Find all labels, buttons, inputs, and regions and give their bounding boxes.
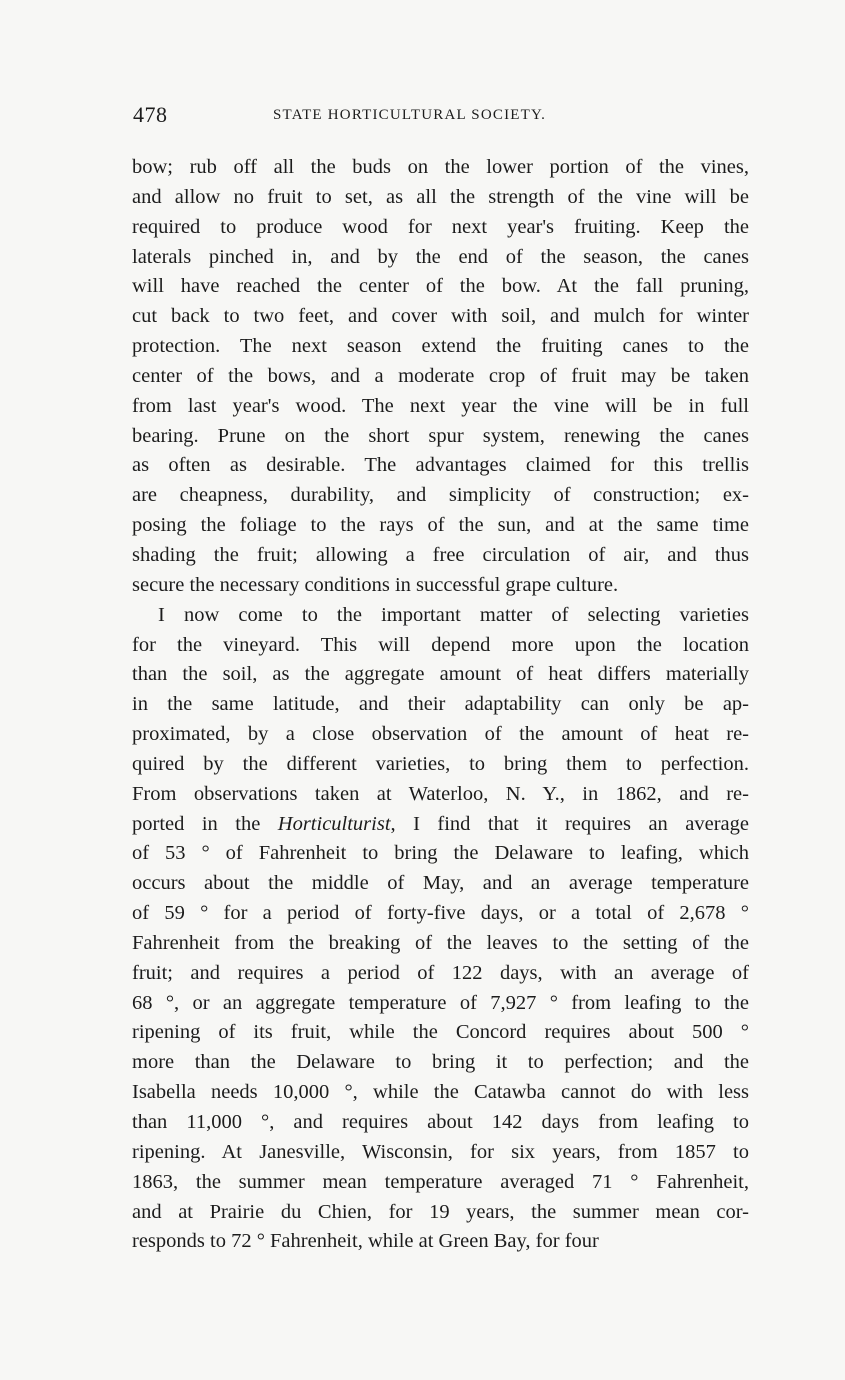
text-line: for the vineyard. This will depend more upon the location [132, 633, 749, 656]
text-line: Fahrenheit from the breaking of the leaves to the setting of the [132, 931, 749, 954]
text-line: Isabella needs 10,000 °, while the Catawba cannot do with less [132, 1081, 749, 1104]
text-line: and allow no fruit to set, as all the strength of the vine will be [132, 185, 749, 208]
text-line: occurs about the middle of May, and an average temperature [132, 872, 749, 895]
text-line: than 11,000 °, and requires about 142 days from leafing to [132, 1111, 749, 1133]
running-head: STATE HORTICULTURAL SOCIETY. [273, 107, 547, 123]
text-line: cut back to two feet, and cover with soil, and mulch for winter [132, 305, 749, 328]
paragraph [132, 153, 749, 601]
text-line: 68 °, or an aggregate temperature of 7,927 ° from leafing to the [132, 991, 749, 1014]
text-line: from last year's wood. The next year the vine will be in full [132, 394, 749, 417]
text-line: than the soil, as the aggregate amount of heat differs materially [132, 663, 749, 686]
paragraph [132, 601, 749, 1258]
text-line: posing the foliage to the rays of the sun, and at the same time [132, 514, 749, 537]
text-line: fruit; and requires a period of 122 days, with an average of [132, 961, 749, 984]
text-line: I now come to the important matter of selecting varieties [158, 603, 749, 626]
page-header [133, 100, 748, 130]
text-line: will have reached the center of the bow. At the fall pruning, [132, 275, 749, 298]
text-line: secure the necessary conditions in successful grape culture. [132, 573, 619, 596]
text-line: responds to 72 ° Fahrenheit, while at Green Bay, for four [132, 1230, 599, 1253]
text-line: quired by the different varieties, to bring them to perfection. [132, 752, 749, 775]
text-line: as often as desirable. The advantages claimed for this trellis [132, 454, 749, 477]
text-line: 1863, the summer mean temperature averaged 71 ° Fahrenheit, [132, 1170, 749, 1193]
text-line: are cheapness, durability, and simplicity of construction; ex- [132, 484, 749, 507]
text-line: ported in the Horticulturist, I find that it requires an average [132, 812, 749, 835]
text-line: bow; rub off all the buds on the lower portion of the vines, [132, 156, 749, 178]
text-line: of 59 ° for a period of forty-five days, or a total of 2,678 ° [132, 902, 749, 925]
text-line: of 53 ° of Fahrenheit to bring the Delaware to leafing, which [132, 842, 749, 865]
text-line: center of the bows, and a moderate crop of fruit may be taken [132, 364, 749, 387]
text-line: From observations taken at Waterloo, N. Y., in 1862, and re- [132, 782, 749, 805]
text-line: required to produce wood for next year's fruiting. Keep the [132, 215, 749, 238]
text-line: bearing. Prune on the short spur system, renewing the canes [132, 424, 749, 447]
text-line: more than the Delaware to bring it to perfection; and the [132, 1051, 749, 1074]
text-line: and at Prairie du Chien, for 19 years, the summer mean cor- [132, 1200, 749, 1223]
text-line: shading the fruit; allowing a free circulation of air, and thus [132, 543, 749, 566]
page-number: 478 [133, 102, 168, 127]
body-text [132, 153, 749, 1257]
text-line: laterals pinched in, and by the end of the season, the canes [132, 245, 749, 268]
text-line: ripening. At Janesville, Wisconsin, for six years, from 1857 to [132, 1140, 749, 1163]
text-line: ripening of its fruit, while the Concord requires about 500 ° [132, 1021, 749, 1044]
text-line: in the same latitude, and their adaptability can only be ap- [132, 693, 749, 716]
text-line: protection. The next season extend the fruiting canes to the [132, 335, 749, 358]
text-line: proximated, by a close observation of the amount of heat re- [132, 723, 749, 746]
